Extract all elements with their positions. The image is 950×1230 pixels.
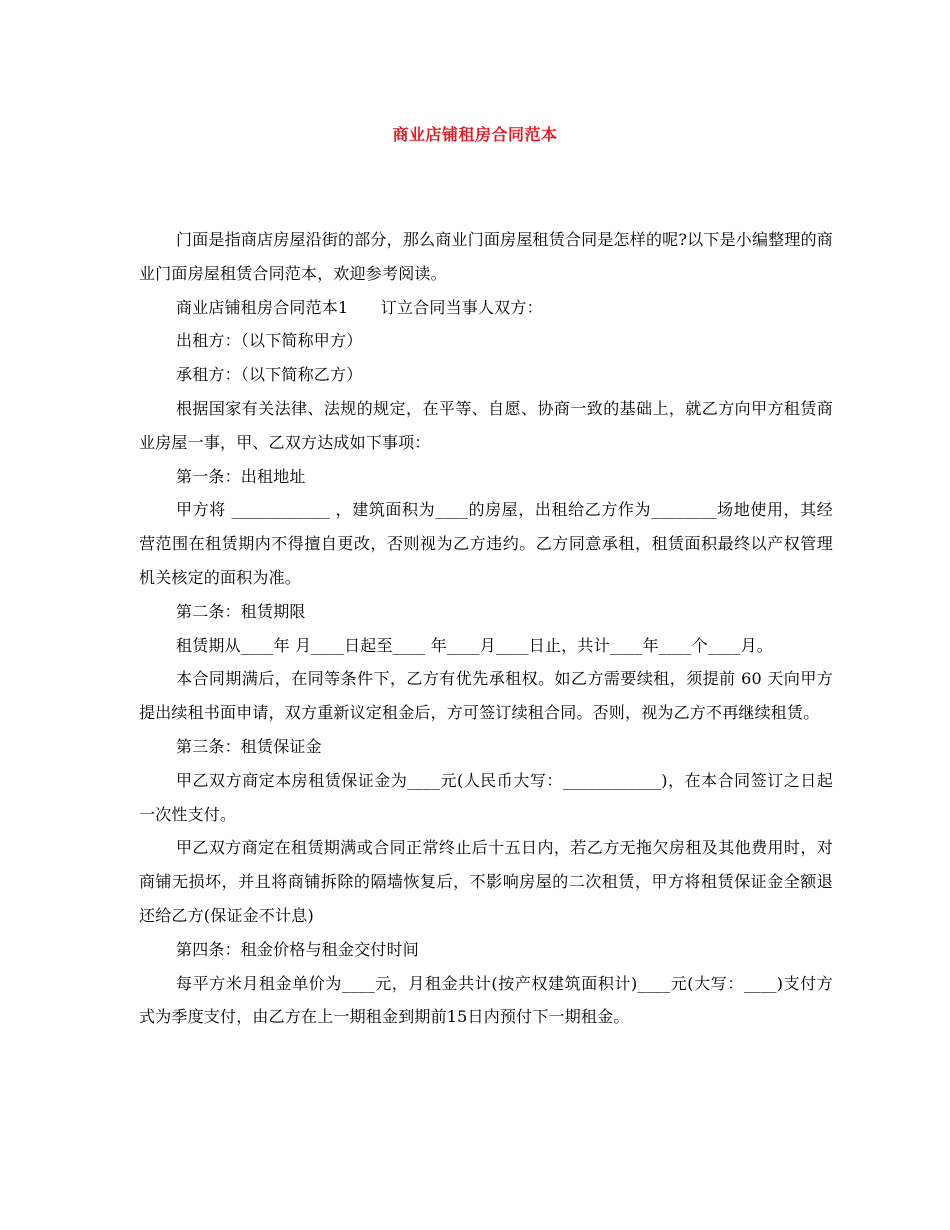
renewal-paragraph: 本合同期满后，在同等条件下，乙方有优先承租权。如乙方需要续租，须提前 60 天向甲方提出续租书面申请，双方重新议定租金后，方可签订续租合同。否则，视为乙方不再继续租赁。 xyxy=(139,669,833,723)
article-1-paragraph: 甲方将 ____________ ，建筑面积为____的房屋，出租给乙方作为________场地使用，其经营范围在租赁期内不得擅自更改，否则视为乙方违约。乙方同意承租，租赁面积最终以产权管理机关核定的面积为准。 xyxy=(139,500,833,587)
document-body xyxy=(139,223,833,1034)
lease-term-paragraph: 租赁期从____年 月____日起至____ 年____月____日止，共计____年____个____月。 xyxy=(176,635,773,655)
intro-paragraph: 门面是指商店房屋沿街的部分，那么商业门面房屋租赁合同是怎样的呢?以下是小编整理的商业门面房屋租赁合同范本，欢迎参考阅读。 xyxy=(139,230,833,283)
lessee-paragraph: 承租方：（以下简称乙方） xyxy=(176,365,363,385)
document-title: 商业店铺租房合同范本 xyxy=(392,125,558,144)
article-4-heading: 第四条：租金价格与租金交付时间 xyxy=(176,939,420,959)
article-2-heading: 第二条：租赁期限 xyxy=(176,601,306,621)
preamble-paragraph: 根据国家有关法律、法规的规定，在平等、自愿、协商一致的基础上，就乙方向甲方租赁商业房屋一事，甲、乙双方达成如下事项： xyxy=(139,398,833,452)
deposit-refund-paragraph: 甲乙双方商定在租赁期满或合同正常终止后十五日内，若乙方无拖欠房租及其他费用时，对商铺无损坏，并且将商铺拆除的隔墙恢复后，不影响房屋的二次租赁，甲方将租赁保证金全额退还给乙方(保证金不计息) xyxy=(139,838,833,925)
rent-paragraph: 每平方米月租金单价为____元，月租金共计(按产权建筑面积计)____元(大写：____)支付方式为季度支付，由乙方在上一期租金到期前15日内预付下一期租金。 xyxy=(139,973,833,1027)
lessor-paragraph: 出租方：（以下简称甲方） xyxy=(176,331,363,351)
contract-heading-paragraph: 商业店铺租房合同范本1 订立合同当事人双方： xyxy=(176,297,543,317)
article-1-heading: 第一条：出租地址 xyxy=(176,466,306,486)
article-3-heading: 第三条：租赁保证金 xyxy=(176,736,322,756)
deposit-amount-paragraph: 甲乙双方商定本房租赁保证金为____元(人民币大写：____________)，在本合同签订之日起一次性支付。 xyxy=(139,770,833,824)
